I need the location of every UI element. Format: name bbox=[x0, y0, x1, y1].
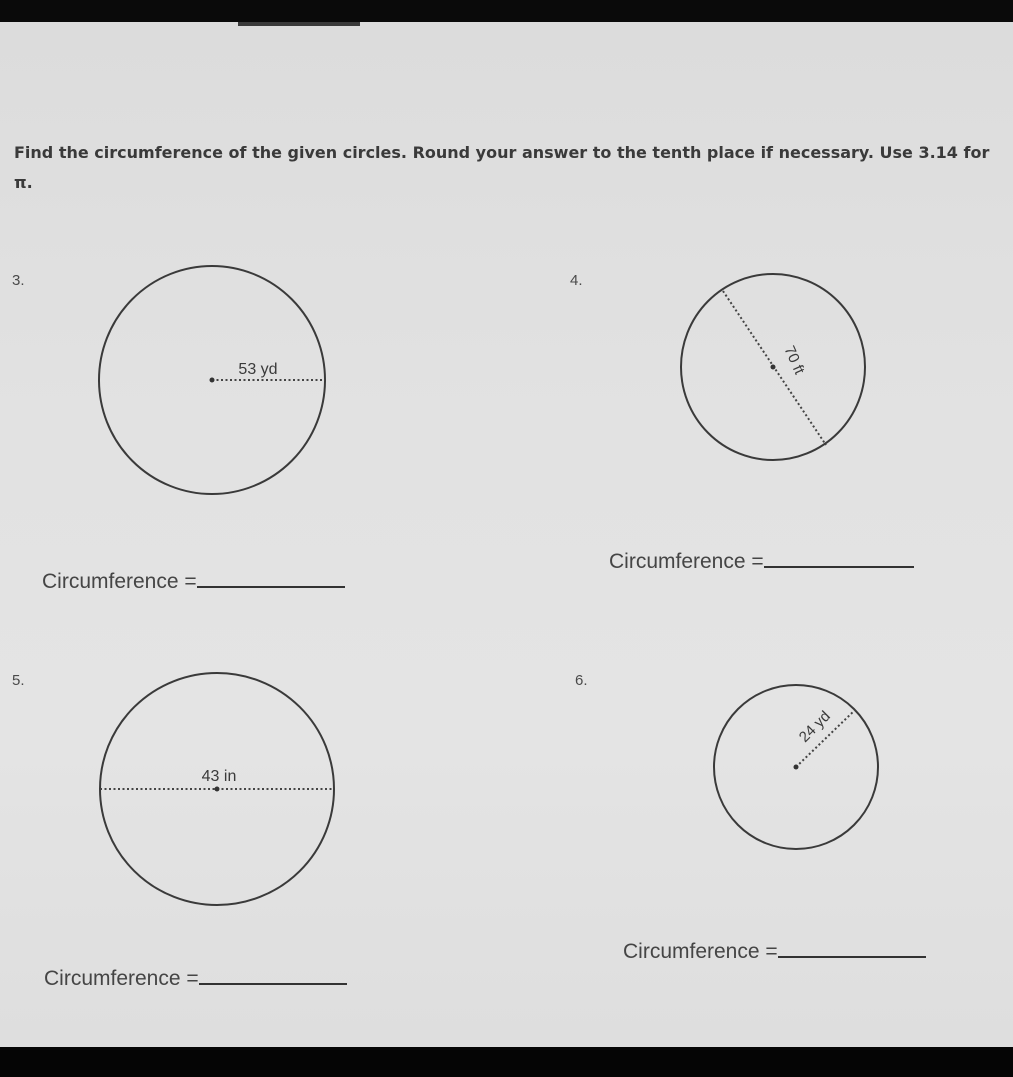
problem-number-5: 5. bbox=[12, 672, 25, 689]
measure-label-3: 53 yd bbox=[238, 361, 278, 378]
circle-figure-4 bbox=[681, 274, 865, 460]
answer-line-5 bbox=[44, 967, 347, 991]
answer-line-6 bbox=[623, 940, 926, 964]
circle-figure-5 bbox=[100, 673, 334, 905]
problem-number-3: 3. bbox=[12, 272, 25, 289]
measure-label-6: 24 yd bbox=[795, 707, 834, 746]
answer-label-6: Circumference = bbox=[623, 940, 778, 963]
center-point-5 bbox=[215, 787, 220, 792]
answer-label-4: Circumference = bbox=[609, 550, 764, 573]
problem-number-6: 6. bbox=[575, 672, 588, 689]
center-point-4 bbox=[771, 365, 776, 370]
answer-blank-3[interactable] bbox=[197, 570, 345, 588]
answer-label-3: Circumference = bbox=[42, 570, 197, 593]
instructions-text: Find the circumference of the given circles. Round your answer to the tenth place if necessary. Use 3.14 for π. bbox=[14, 143, 990, 192]
answer-line-4 bbox=[609, 550, 914, 574]
answer-blank-5[interactable] bbox=[199, 967, 347, 985]
answer-blank-4[interactable] bbox=[764, 550, 914, 568]
photo-dark-edge bbox=[0, 1047, 1013, 1077]
center-point-6 bbox=[794, 765, 799, 770]
problem-number-4: 4. bbox=[570, 272, 583, 289]
circle-figure-3 bbox=[99, 266, 325, 494]
answer-label-5: Circumference = bbox=[44, 967, 199, 990]
center-point-3 bbox=[210, 378, 215, 383]
measure-label-4: 70 ft bbox=[780, 343, 808, 377]
measure-label-5: 43 in bbox=[201, 768, 237, 785]
answer-blank-6[interactable] bbox=[778, 940, 926, 958]
circle-figure-6 bbox=[714, 685, 878, 849]
answer-line-3 bbox=[42, 570, 345, 594]
